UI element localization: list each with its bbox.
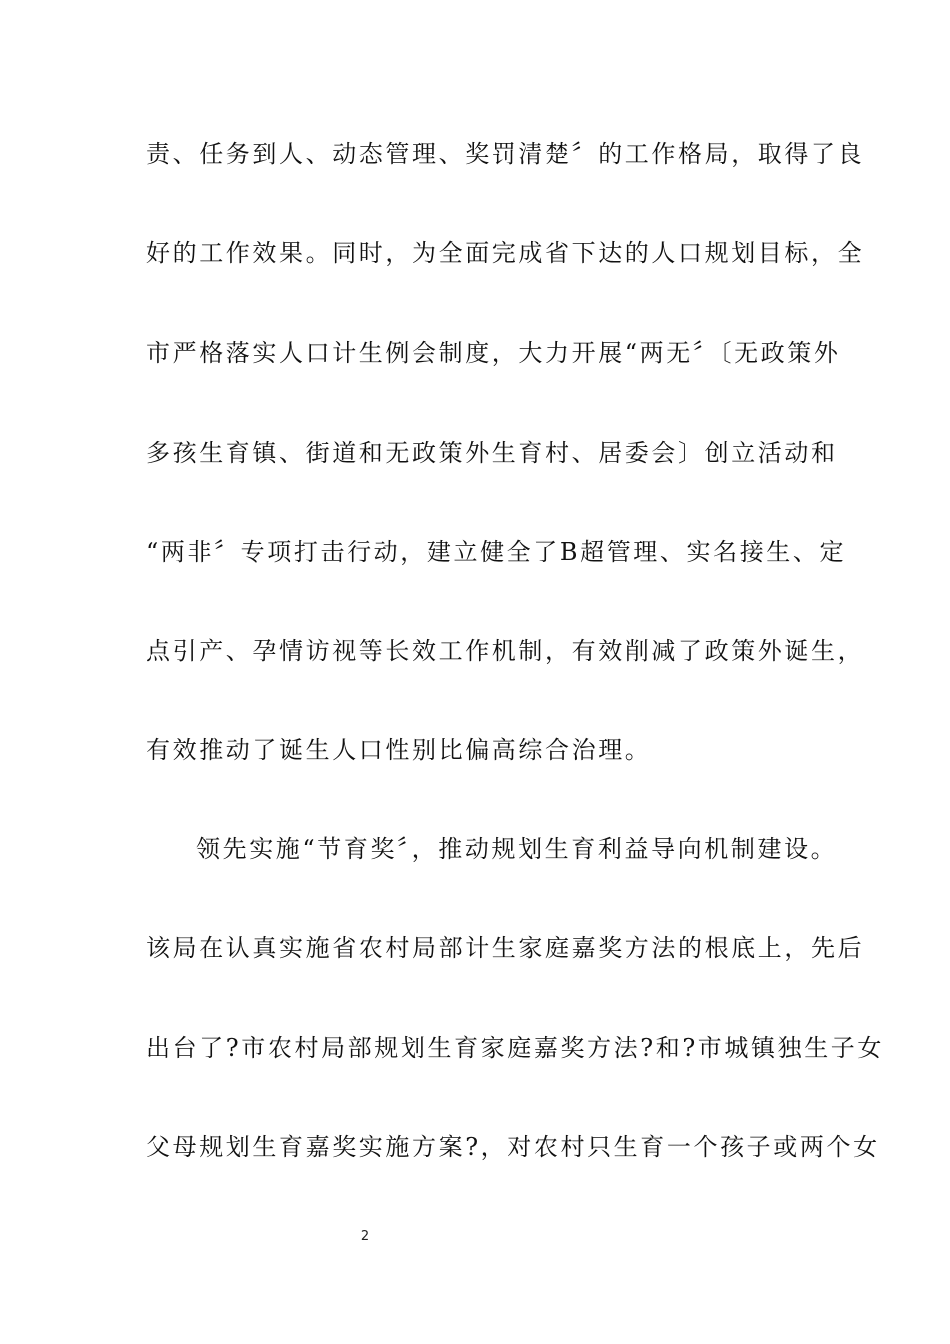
text-line-7: 有效推动了诞生人口性别比偏高综合治理。 [146,736,652,764]
text-line-6: 点引产、孕情访视等长效工作机制，有效削减了政策外诞生， [146,637,865,665]
text-line-10: 出台了?市农村局部规划生育家庭嘉奖方法?和?市城镇独生子女 [146,1034,884,1062]
paragraph-start-line: 领先实施“节育奖〞，推动规划生育利益导向机制建设。 [196,835,838,863]
text-line-9: 该局在认真实施省农村局部计生家庭嘉奖方法的根底上，先后 [146,934,865,962]
page-number: 2 [360,1229,370,1244]
text-line-11: 父母规划生育嘉奖实施方案?，对农村只生育一个孩子或两个女 [146,1133,880,1161]
text-line-3: 市严格落实人口计生例会制度，大力开展“两无〞〔无政策外 [146,339,841,367]
text-line-4: 多孩生育镇、街道和无政策外生育村、居委会〕创立活动和 [146,439,838,467]
text-line-1: 责、任务到人、动态管理、奖罚清楚〞的工作格局，取得了良 [146,140,865,168]
text-line-2: 好的工作效果。同时，为全面完成省下达的人口规划目标，全 [146,239,865,267]
text-line-5: “两非〞专项打击行动，建立健全了B超管理、实名接生、定 [146,538,847,566]
